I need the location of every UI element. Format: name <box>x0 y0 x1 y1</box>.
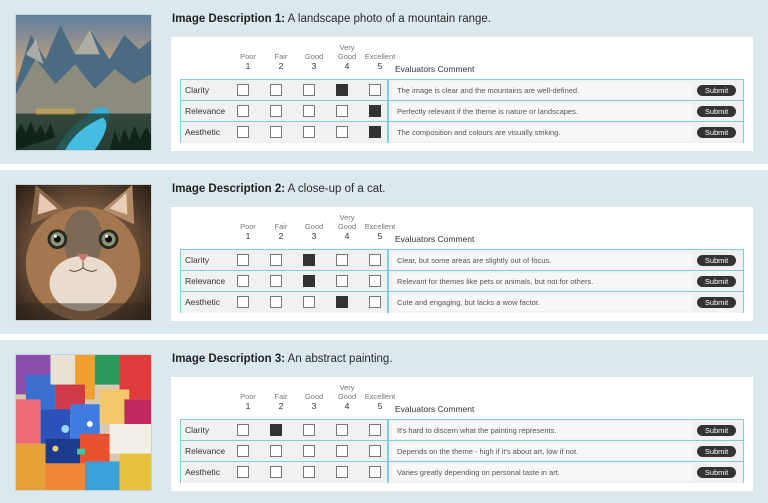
submit-button[interactable]: Submit <box>697 446 736 457</box>
column-divider <box>387 462 389 483</box>
column-number: 4 <box>344 401 350 411</box>
evaluators-comment-header: Evaluators Comment <box>395 404 475 414</box>
column-divider <box>387 292 389 313</box>
rating-checkbox-4[interactable] <box>336 445 348 457</box>
rating-column-header-5 <box>360 52 400 71</box>
submit-button[interactable]: Submit <box>697 425 736 436</box>
column-number: 5 <box>377 401 383 411</box>
column-number: 2 <box>278 61 284 71</box>
column-number: 5 <box>377 231 383 241</box>
criteria-row-aesthetic <box>181 292 743 313</box>
column-label-top: Very <box>339 213 355 222</box>
rating-checkbox-3[interactable] <box>303 445 315 457</box>
rating-checkbox-5[interactable] <box>369 254 381 266</box>
rating-checkbox-3[interactable] <box>303 105 315 117</box>
description-text: An abstract painting. <box>285 353 393 365</box>
rating-checkbox-5[interactable] <box>369 466 381 478</box>
submit-button[interactable]: Submit <box>697 255 736 266</box>
image-description-title <box>172 13 491 25</box>
rating-checkbox-1[interactable] <box>237 126 249 138</box>
comment-input[interactable]: The image is clear and the mountains are well-defined. <box>392 82 692 99</box>
column-label: Good <box>337 52 357 61</box>
column-number: 2 <box>278 401 284 411</box>
column-divider <box>387 80 389 100</box>
rating-checkbox-5[interactable] <box>369 275 381 287</box>
column-label: Excellent <box>364 222 396 231</box>
rating-checkbox-4[interactable] <box>336 84 348 96</box>
submit-button[interactable]: Submit <box>697 106 736 117</box>
rating-column-header-5 <box>360 392 400 411</box>
rating-checkbox-3[interactable] <box>303 466 315 478</box>
image-description-title <box>172 353 393 365</box>
rating-card <box>171 37 753 151</box>
rating-checkbox-2[interactable] <box>270 126 282 138</box>
image-description-title <box>172 183 386 195</box>
criteria-label: Clarity <box>185 425 210 435</box>
column-number: 2 <box>278 231 284 241</box>
evaluators-comment-header: Evaluators Comment <box>395 64 475 74</box>
rating-checkbox-3[interactable] <box>303 254 315 266</box>
column-label: Fair <box>274 52 288 61</box>
criteria-row-clarity <box>181 250 743 271</box>
column-number: 3 <box>311 61 317 71</box>
rating-checkbox-2[interactable] <box>270 424 282 436</box>
rating-checkbox-2[interactable] <box>270 275 282 287</box>
column-number: 3 <box>311 401 317 411</box>
rating-card <box>171 207 753 321</box>
column-label: Fair <box>274 222 288 231</box>
column-number: 4 <box>344 231 350 241</box>
rating-checkbox-3[interactable] <box>303 275 315 287</box>
column-divider <box>387 101 389 121</box>
criteria-row-clarity <box>181 420 743 441</box>
evaluation-section-3 <box>0 340 768 503</box>
rating-checkbox-4[interactable] <box>336 275 348 287</box>
criteria-label: Aesthetic <box>185 467 220 477</box>
comment-input[interactable]: Relevant for themes like pets or animals, but not for others. <box>392 273 692 290</box>
rating-grid <box>180 79 744 143</box>
column-label: Excellent <box>364 52 396 61</box>
criteria-label: Aesthetic <box>185 127 220 137</box>
column-label: Good <box>304 222 324 231</box>
rating-checkbox-1[interactable] <box>237 296 249 308</box>
column-label: Poor <box>240 52 256 61</box>
criteria-label: Clarity <box>185 255 210 265</box>
column-label: Fair <box>274 392 288 401</box>
column-number: 1 <box>245 231 251 241</box>
criteria-row-clarity <box>181 80 743 101</box>
rating-checkbox-4[interactable] <box>336 254 348 266</box>
column-number: 5 <box>377 61 383 71</box>
rating-card <box>171 377 753 491</box>
comment-input[interactable]: The composition and colours are visually striking. <box>392 124 692 141</box>
rating-checkbox-1[interactable] <box>237 84 249 96</box>
column-label: Poor <box>240 222 256 231</box>
criteria-row-aesthetic <box>181 462 743 483</box>
submit-button[interactable]: Submit <box>697 85 736 96</box>
column-divider <box>387 250 389 270</box>
evaluators-comment-header: Evaluators Comment <box>395 234 475 244</box>
rating-checkbox-5[interactable] <box>369 296 381 308</box>
evaluation-section-2 <box>0 170 768 334</box>
comment-input[interactable]: Varies greatly depending on personal taste in art. <box>392 464 692 481</box>
rating-checkbox-1[interactable] <box>237 445 249 457</box>
abstract-painting-image <box>15 354 152 491</box>
criteria-row-relevance <box>181 101 743 122</box>
column-divider <box>387 122 389 143</box>
submit-button[interactable]: Submit <box>697 127 736 138</box>
rating-checkbox-3[interactable] <box>303 424 315 436</box>
rating-checkbox-4[interactable] <box>336 105 348 117</box>
title-prefix: Image Description 2: <box>172 183 286 195</box>
column-divider <box>387 420 389 440</box>
title-prefix: Image Description 3: <box>172 353 286 365</box>
rating-checkbox-4[interactable] <box>336 126 348 138</box>
rating-checkbox-4[interactable] <box>336 466 348 478</box>
rating-grid <box>180 419 744 483</box>
comment-input[interactable]: Cute and engaging, but lacks a wow factor. <box>392 294 692 311</box>
rating-checkbox-1[interactable] <box>237 275 249 287</box>
rating-grid <box>180 249 744 313</box>
criteria-row-relevance <box>181 441 743 462</box>
submit-button[interactable]: Submit <box>697 276 736 287</box>
criteria-label: Aesthetic <box>185 297 220 307</box>
rating-column-header-5 <box>360 222 400 241</box>
criteria-label: Relevance <box>185 446 226 456</box>
rating-checkbox-2[interactable] <box>270 296 282 308</box>
column-label: Good <box>304 392 324 401</box>
column-label-top: Very <box>339 43 355 52</box>
criteria-row-relevance <box>181 271 743 292</box>
rating-checkbox-4[interactable] <box>336 296 348 308</box>
description-text: A landscape photo of a mountain range. <box>285 13 492 25</box>
column-label: Good <box>337 392 357 401</box>
rating-checkbox-3[interactable] <box>303 84 315 96</box>
rating-checkbox-5[interactable] <box>369 424 381 436</box>
column-number: 3 <box>311 231 317 241</box>
comment-input[interactable]: Depends on the theme - high if it's about art, low if not. <box>392 443 692 460</box>
column-divider <box>387 441 389 461</box>
rating-checkbox-5[interactable] <box>369 105 381 117</box>
rating-checkbox-1[interactable] <box>237 466 249 478</box>
description-text: A close-up of a cat. <box>285 183 386 195</box>
rating-checkbox-2[interactable] <box>270 445 282 457</box>
rating-checkbox-2[interactable] <box>270 105 282 117</box>
column-label: Poor <box>240 392 256 401</box>
rating-checkbox-1[interactable] <box>237 105 249 117</box>
rating-checkbox-1[interactable] <box>237 424 249 436</box>
comment-input[interactable]: Clear, but some areas are slightly out of focus. <box>392 252 692 269</box>
criteria-label: Relevance <box>185 276 226 286</box>
rating-checkbox-5[interactable] <box>369 445 381 457</box>
column-label-top: Very <box>339 383 355 392</box>
criteria-label: Relevance <box>185 106 226 116</box>
rating-checkbox-2[interactable] <box>270 466 282 478</box>
rating-checkbox-3[interactable] <box>303 126 315 138</box>
criteria-label: Clarity <box>185 85 210 95</box>
column-label: Good <box>304 52 324 61</box>
cat-closeup-image <box>15 184 152 321</box>
evaluation-section-1 <box>0 0 768 164</box>
criteria-row-aesthetic <box>181 122 743 143</box>
column-number: 1 <box>245 401 251 411</box>
rating-checkbox-5[interactable] <box>369 126 381 138</box>
rating-checkbox-4[interactable] <box>336 424 348 436</box>
rating-checkbox-5[interactable] <box>369 84 381 96</box>
column-label: Excellent <box>364 392 396 401</box>
title-prefix: Image Description 1: <box>172 13 286 25</box>
rating-checkbox-2[interactable] <box>270 84 282 96</box>
rating-checkbox-1[interactable] <box>237 254 249 266</box>
column-number: 1 <box>245 61 251 71</box>
rating-checkbox-2[interactable] <box>270 254 282 266</box>
column-label: Good <box>337 222 357 231</box>
comment-input[interactable]: Perfectly relevant if the theme is nature or landscapes. <box>392 103 692 120</box>
rating-checkbox-3[interactable] <box>303 296 315 308</box>
mountain-landscape-image <box>15 14 152 151</box>
submit-button[interactable]: Submit <box>697 297 736 308</box>
column-number: 4 <box>344 61 350 71</box>
comment-input[interactable]: It's hard to discern what the painting represents. <box>392 422 692 439</box>
column-divider <box>387 271 389 291</box>
submit-button[interactable]: Submit <box>697 467 736 478</box>
